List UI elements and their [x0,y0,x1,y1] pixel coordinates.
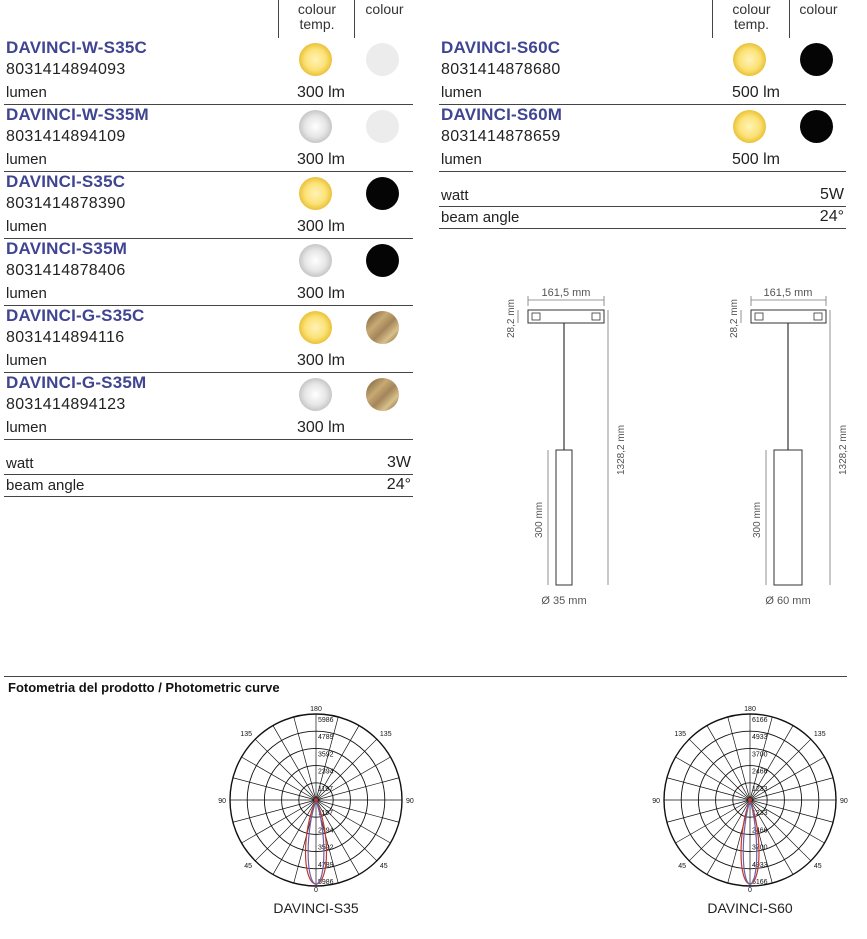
ring-label: 3592 [318,751,334,759]
colour-temp-header: colour temp. [297,1,337,32]
diameter-label: Ø 35 mm [541,595,587,607]
colour-temp-swatch [299,43,332,76]
ring-label: 3700 [752,751,768,759]
product-name: DAVINCI-S35M [6,239,128,258]
track-height-label: 28,2 mm [729,299,740,338]
lumen-value: 300 lm [296,151,345,168]
body-height-label: 300 mm [752,501,763,538]
colour-temp-swatch [299,110,332,143]
lumen-label: lumen [6,84,47,101]
product-name: DAVINCI-G-S35C [6,306,145,325]
angle-label-left: 90 [218,798,226,805]
spec-row [439,207,846,229]
product-row [4,38,413,105]
finish-colour-swatch [366,43,399,76]
colour-temp-swatch [299,378,332,411]
left-product-table [4,0,413,497]
product-row [439,38,846,105]
product-code: 8031414894109 [6,128,126,145]
product-code: 8031414894116 [6,329,125,346]
ring-label: 6166 [752,717,768,724]
angle-label-upper-right: 135 [379,731,392,739]
product-code: 8031414878659 [441,128,561,145]
angle-label-left: 90 [652,798,660,805]
lumen-value: 500 lm [731,84,780,101]
finish-colour-swatch [366,311,399,344]
spec-label: beam angle [6,477,85,494]
product-row [439,105,846,172]
spec-value: 24° [819,208,844,225]
spec-value: 24° [386,476,411,493]
colour-temp-swatch [299,177,332,210]
angle-label-top: 180 [744,706,756,713]
product-name: DAVINCI-W-S35C [6,38,147,57]
product-name: DAVINCI-G-S35M [6,373,147,392]
right-table-header [439,0,846,38]
product-code: 8031414894123 [6,396,126,413]
product-code: 8031414878680 [441,61,561,78]
header-divider [278,0,279,38]
technical-drawing-s60 [716,280,866,610]
angle-label-upper-right: 135 [813,731,826,739]
right-product-list [439,38,846,172]
finish-colour-swatch [366,244,399,277]
angle-label-bottom: 0 [748,887,752,894]
lumen-label: lumen [6,419,47,436]
colour-temp-swatch [733,43,766,76]
finish-colour-swatch [800,43,833,76]
spec-label: beam angle [441,209,520,226]
lumen-value: 300 lm [296,419,345,436]
finish-colour-swatch [366,110,399,143]
colour-temp-header: colour temp. [732,1,771,32]
track-adapter [528,310,604,323]
lamp-body [556,450,572,585]
ring-label: 5986 [318,879,334,886]
finish-colour-swatch [366,378,399,411]
product-code: 8031414878406 [6,262,126,279]
lumen-label: lumen [6,352,47,369]
ring-label: 2394 [318,768,334,776]
colour-header: colour [799,1,838,17]
spec-row [4,453,413,475]
lumen-value: 300 lm [296,218,345,235]
lumen-label: lumen [441,151,482,168]
lumen-value: 500 lm [731,151,780,168]
product-name: DAVINCI-S60C [441,38,561,57]
polar-chart-s35 [216,706,416,896]
angle-label-right: 90 [406,798,414,805]
angle-label-lower-right: 45 [813,862,822,870]
lumen-label: lumen [6,151,47,168]
lamp-body [774,450,802,585]
spec-value: 5W [820,186,844,203]
finish-colour-swatch [800,110,833,143]
product-row [4,239,413,306]
product-code: 8031414894093 [6,61,126,78]
polar-chart-s60 [650,706,850,896]
colour-temp-swatch [299,244,332,277]
angle-label-lower-left: 45 [244,862,253,870]
ring-label: 4789 [318,734,334,742]
ring-label: 3592 [318,844,334,852]
product-row [4,105,413,172]
track-adapter [751,310,826,323]
ring-label: 4933 [752,734,768,742]
technical-drawing-s35 [496,280,646,610]
angle-label-right: 90 [840,798,848,805]
product-row [4,172,413,239]
left-product-list [4,38,413,440]
header-divider [789,0,790,38]
left-table-header [4,0,413,38]
angle-label-top: 180 [310,706,322,713]
diameter-label: Ø 60 mm [765,595,811,607]
product-code: 8031414878390 [6,195,126,212]
spec-value: 3W [387,454,411,471]
product-name: DAVINCI-W-S35M [6,105,149,124]
ring-label: 2394 [318,827,334,835]
ring-label: 2466 [752,827,768,835]
lumen-label: lumen [6,218,47,235]
lumen-label: lumen [441,84,482,101]
polar-caption-s35: DAVINCI-S35 [273,900,359,916]
angle-label-lower-right: 45 [379,862,388,870]
product-row [4,306,413,373]
product-name: DAVINCI-S60M [441,105,563,124]
spec-label: watt [441,187,469,204]
photometry-title: Fotometria del prodotto / Photometric curve [8,680,280,695]
colour-header: colour [365,1,404,17]
header-divider [712,0,713,38]
angle-label-bottom: 0 [314,887,318,894]
width-dimension-label: 161,5 mm [541,287,591,299]
width-dimension-label: 161,5 mm [763,287,813,299]
product-row [4,373,413,440]
angle-label-upper-left: 135 [240,731,253,739]
section-divider [4,676,847,677]
angle-label-lower-left: 45 [678,862,687,870]
lumen-value: 300 lm [296,84,345,101]
left-spec-list [4,453,413,497]
product-name: DAVINCI-S35C [6,172,126,191]
ring-label: 4933 [752,861,768,869]
angle-label-upper-left: 135 [674,731,687,739]
lumen-value: 300 lm [296,352,345,369]
total-height-label: 1328,2 mm [838,424,849,475]
spec-label: watt [6,455,34,472]
ring-label: 5986 [318,717,334,724]
polar-caption-s60: DAVINCI-S60 [707,900,793,916]
header-divider [354,0,355,38]
ring-label: 4789 [318,861,334,869]
lumen-label: lumen [6,285,47,302]
spec-row [4,475,413,497]
ring-label: 1233 [752,810,768,818]
colour-temp-swatch [733,110,766,143]
right-product-table [439,0,846,229]
right-spec-list [439,185,846,229]
ring-label: 3700 [752,844,768,852]
total-height-label: 1328,2 mm [616,424,627,475]
lumen-value: 300 lm [296,285,345,302]
ring-label: 1233 [752,785,768,793]
ring-label: 1197 [318,785,334,793]
ring-label: 1197 [318,810,334,818]
colour-temp-swatch [299,311,332,344]
ring-label: 6166 [752,879,768,886]
ring-label: 2466 [752,768,768,776]
track-height-label: 28,2 mm [506,299,517,338]
finish-colour-swatch [366,177,399,210]
spec-row [439,185,846,207]
body-height-label: 300 mm [534,501,545,538]
